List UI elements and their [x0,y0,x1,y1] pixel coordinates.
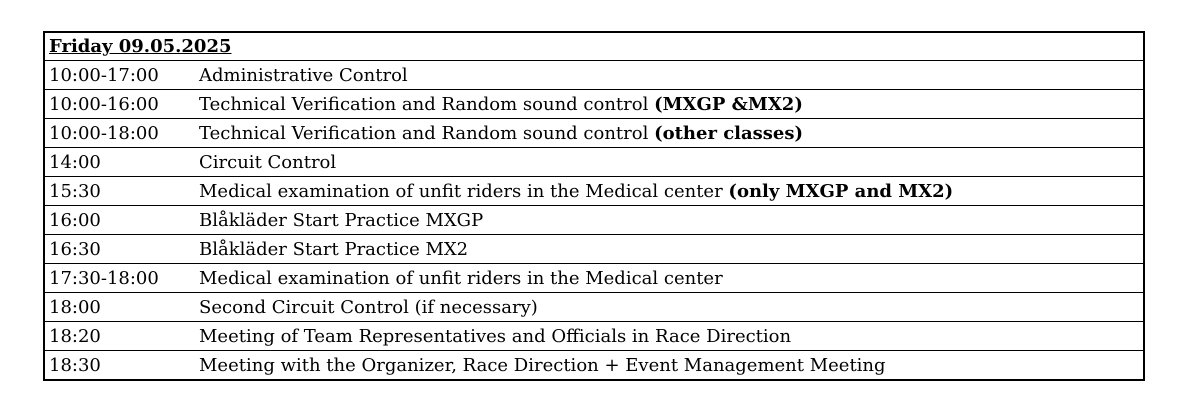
row-time: 10:00-16:00 [44,90,199,119]
row-event [199,61,1144,90]
schedule-row [44,90,1144,119]
row-time: 17:30-18:00 [44,264,199,293]
row-event [199,293,1144,322]
row-time: 10:00-18:00 [44,119,199,148]
row-event [199,90,1144,119]
schedule-title: Friday 09.05.2025 [44,32,1144,61]
row-time: 18:30 [44,351,199,381]
row-event [199,264,1144,293]
row-event-text: Blåkläder Start Practice MXGP [199,209,484,231]
row-time: 15:30 [44,177,199,206]
row-time: 16:30 [44,235,199,264]
schedule-table [43,31,1145,381]
row-event-text: Second Circuit Control (if necessary) [199,296,538,318]
row-event [199,351,1144,381]
row-event-emphasis: (only MXGP and MX2) [728,180,954,202]
schedule-row [44,177,1144,206]
row-event-text: Administrative Control [199,64,408,86]
schedule-body [44,32,1144,380]
schedule-row [44,322,1144,351]
row-event [199,119,1144,148]
schedule-row [44,293,1144,322]
row-time: 14:00 [44,148,199,177]
row-event-emphasis: (other classes) [654,122,804,144]
row-event-emphasis: (MXGP &MX2) [654,93,803,115]
row-event [199,322,1144,351]
schedule-row [44,119,1144,148]
row-time: 18:00 [44,293,199,322]
row-event-text: Medical examination of unfit riders in the Medical center [199,267,723,289]
row-time: 10:00-17:00 [44,61,199,90]
row-event-text: Meeting with the Organizer, Race Direction + Event Management Meeting [199,354,886,376]
schedule-row [44,148,1144,177]
row-event-text: Medical examination of unfit riders in the Medical center [199,180,729,202]
schedule-row [44,206,1144,235]
schedule-row [44,235,1144,264]
row-event-text: Technical Verification and Random sound control [199,93,655,115]
row-event [199,148,1144,177]
row-time: 18:20 [44,322,199,351]
schedule-title-row [44,32,1144,61]
schedule-row [44,264,1144,293]
row-event-text: Meeting of Team Representatives and Officials in Race Direction [199,325,792,347]
row-event-text: Blåkläder Start Practice MX2 [199,238,469,260]
schedule-row [44,61,1144,90]
schedule-row [44,351,1144,381]
row-event [199,235,1144,264]
row-event-text: Circuit Control [199,151,337,173]
row-event-text: Technical Verification and Random sound control [199,122,655,144]
row-event [199,206,1144,235]
row-time: 16:00 [44,206,199,235]
row-event [199,177,1144,206]
